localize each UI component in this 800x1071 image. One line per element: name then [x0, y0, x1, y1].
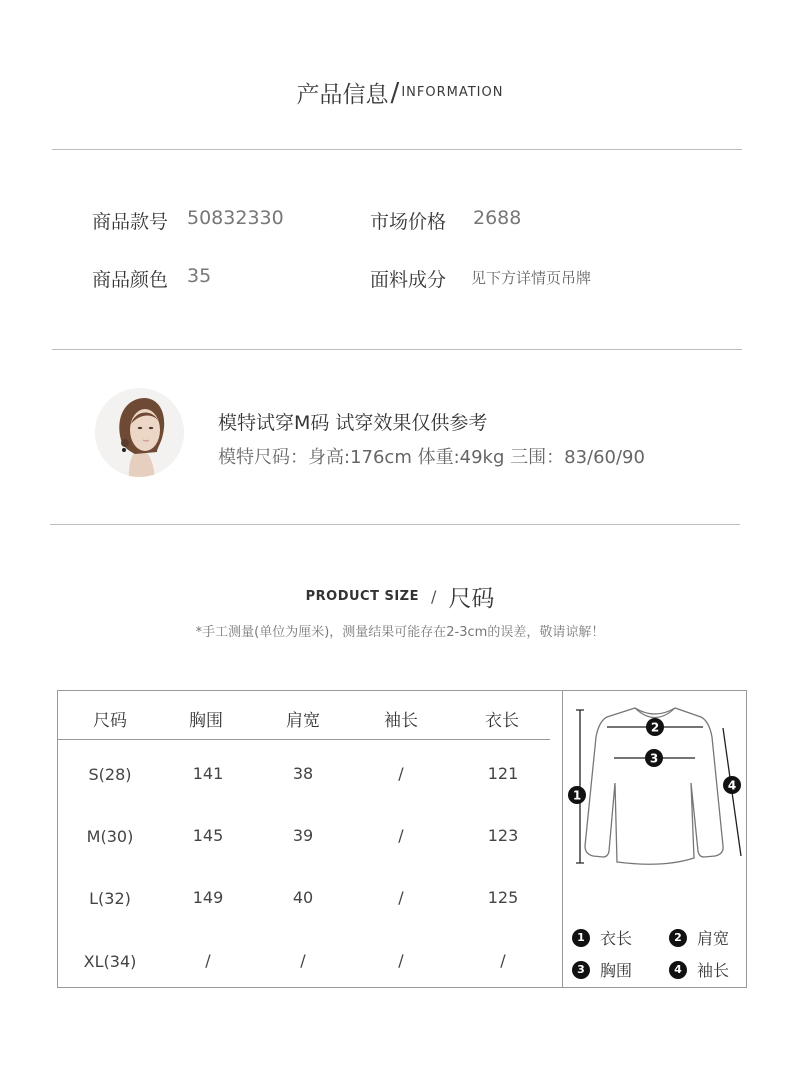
color-value: 35 [187, 265, 212, 287]
cell-size: S(28) [88, 765, 132, 784]
marker-4-icon [723, 776, 741, 794]
cell-size: XL(34) [83, 952, 137, 971]
cell-shoulder: 38 [292, 764, 314, 783]
info-title-slash: / [390, 77, 400, 108]
legend-label-shoulder: 肩宽 [697, 929, 730, 948]
marker-1-label: 1 [572, 788, 582, 803]
header-chest: 胸围 [189, 711, 223, 731]
legend-marker-2-icon: 2 [669, 929, 687, 947]
header-length: 衣长 [485, 711, 519, 731]
size-title-slash: / [431, 587, 437, 606]
legend-marker-4-icon: 4 [669, 961, 687, 979]
marker-4-label: 4 [727, 778, 737, 793]
garment-diagram [563, 691, 746, 891]
legend-item-length [572, 926, 632, 949]
legend-item-shoulder [669, 926, 729, 949]
legend-item-chest [572, 958, 632, 981]
marker-3-label: 3 [649, 751, 659, 766]
legend-marker-3-icon: 3 [572, 961, 590, 979]
legend-item-sleeve [669, 958, 729, 981]
model-fitting-note: 模特试穿M码 试穿效果仅供参考 [218, 412, 488, 434]
cell-sleeve: / [398, 764, 404, 783]
model-avatar [95, 388, 184, 477]
legend-marker-1-icon: 1 [572, 929, 590, 947]
legend-label-length: 衣长 [600, 929, 633, 948]
price-value: 2688 [473, 207, 522, 229]
divider-middle [52, 349, 742, 350]
marker-1-icon [568, 786, 586, 804]
cell-shoulder: 39 [292, 826, 314, 845]
divider-top [52, 149, 742, 150]
cell-length: 123 [487, 826, 519, 845]
model-measurements: 模特尺码：身高:176cm 体重:49kg 三围：83/60/90 [218, 447, 645, 468]
cell-size: L(32) [89, 889, 131, 908]
header-shoulder: 肩宽 [286, 711, 320, 731]
cell-sleeve: / [398, 951, 404, 970]
legend-label-sleeve: 袖长 [697, 961, 730, 980]
info-title [0, 76, 800, 109]
header-size: 尺码 [93, 711, 127, 731]
cell-chest: 149 [192, 888, 224, 907]
marker-3-icon [645, 749, 663, 767]
legend-label-chest: 胸围 [600, 961, 633, 980]
cell-size: M(30) [86, 827, 134, 846]
marker-2-icon [646, 718, 664, 736]
divider-bottom [50, 524, 740, 525]
style-no-value: 50832330 [187, 207, 284, 229]
cell-chest: 145 [192, 826, 224, 845]
cell-shoulder: / [300, 951, 306, 970]
size-title [0, 580, 800, 613]
size-measure-note: *手工测量(单位为厘米)，测量结果可能存在2-3cm的误差，敬请谅解！ [195, 625, 605, 640]
size-title-cn: 尺码 [448, 586, 495, 612]
info-title-cn: 产品信息 [296, 82, 389, 108]
header-sleeve: 袖长 [384, 711, 418, 731]
fabric-label: 面料成分 [370, 269, 447, 291]
info-title-en: INFORMATION [401, 85, 504, 100]
cell-length: 125 [487, 888, 519, 907]
shirt-neckline [635, 708, 675, 718]
color-label: 商品颜色 [92, 269, 169, 291]
cell-sleeve: / [398, 826, 404, 845]
cell-chest: / [205, 951, 211, 970]
price-label: 市场价格 [370, 211, 447, 233]
fabric-value: 见下方详情页吊牌 [471, 269, 592, 287]
cell-chest: 141 [192, 764, 224, 783]
cell-length: / [500, 951, 506, 970]
cell-length: 121 [487, 764, 519, 783]
cell-shoulder: 40 [292, 888, 314, 907]
marker-2-label: 2 [650, 720, 660, 735]
size-title-en: PRODUCT SIZE [305, 589, 419, 604]
cell-sleeve: / [398, 888, 404, 907]
table-header-line [58, 739, 550, 740]
style-no-label: 商品款号 [92, 211, 169, 233]
